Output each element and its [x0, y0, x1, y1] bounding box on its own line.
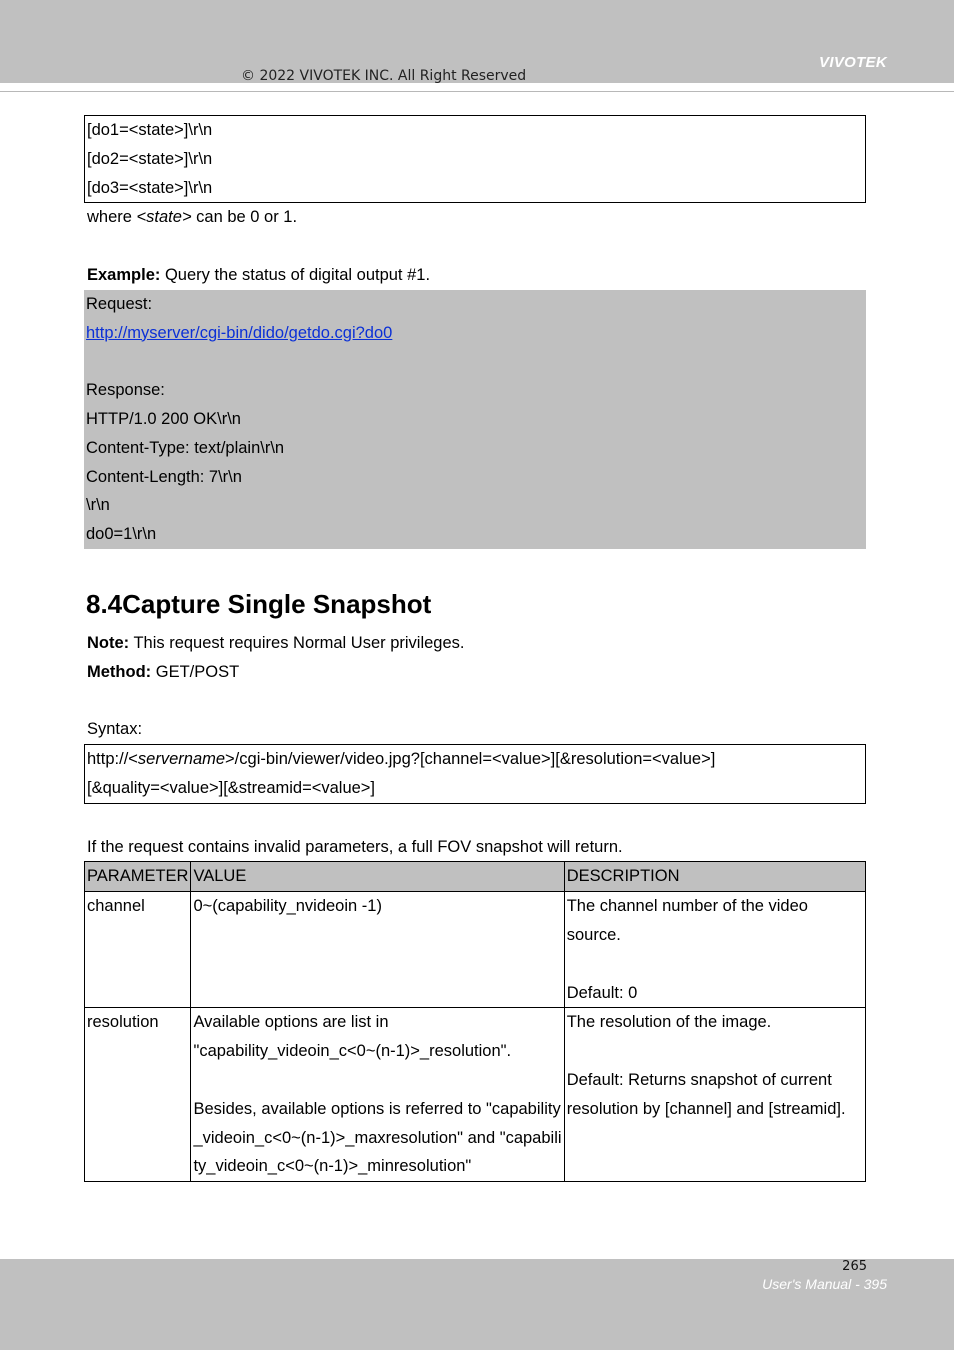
do-line: [do2=<state>]\r\n [87, 149, 213, 168]
do-line: [do1=<state>]\r\n [87, 121, 213, 139]
description-cell: The channel number of the video source. Default: 0 [564, 892, 865, 1008]
value-cell: 0~(capability_nvideoin -1) [191, 892, 564, 1008]
page-number: 265 [842, 1259, 867, 1274]
brand-logo: VIVOTEK [819, 54, 887, 71]
table-row [85, 1008, 866, 1182]
value-cell: Available options are list in "capability_videoin_c<0~(n-1)>_resolution". Besides, available options is referred to "capability_videoin_c<0~(n-1)>_maxresolution" and "capability_videoin_c<0~(n-1)>_minresolution" [191, 1008, 564, 1182]
invalid-param-note: If the request contains invalid parameters, a full FOV snapshot will return. [87, 837, 623, 856]
page-content [84, 115, 866, 1182]
request-url-link[interactable]: http://myserver/cgi-bin/dido/getdo.cgi?do0 [86, 323, 393, 342]
example-box [84, 290, 866, 549]
parameter-table [84, 861, 866, 1182]
response-line: \r\n [86, 496, 110, 515]
table-row [85, 892, 866, 1008]
example-intro: Example: Query the status of digital output #1. [87, 265, 431, 284]
param-cell: channel [85, 892, 191, 1008]
copyright-text: © 2022 VIVOTEK INC. All Right Reserved [241, 68, 527, 84]
syntax-line: http://<servername>/cgi-bin/viewer/video.jpg?[channel=<value>][&resolution=<value>] [87, 750, 716, 769]
table-header-cell: DESCRIPTION [564, 862, 865, 892]
param-cell: resolution [85, 1008, 191, 1182]
where-text: where <state> can be 0 or 1. [87, 208, 298, 227]
table-header-row [85, 862, 866, 892]
response-line: Content-Length: 7\r\n [86, 467, 242, 486]
manual-page-label: User's Manual - 395 [762, 1276, 887, 1292]
footer-band [0, 1259, 954, 1350]
section-heading: 8.4Capture Single Snapshot [86, 588, 432, 619]
syntax-box [84, 744, 866, 804]
response-label: Response: [86, 381, 165, 400]
description-cell: The resolution of the image. Default: Returns snapshot of current resolution by [channel] and [streamid]. [564, 1008, 865, 1182]
response-line: HTTP/1.0 200 OK\r\n [86, 409, 241, 428]
do-line: [do3=<state>]\r\n [87, 178, 213, 197]
syntax-line: [&quality=<value>][&streamid=<value>] [87, 778, 376, 797]
syntax-label: Syntax: [87, 720, 143, 739]
request-label: Request: [86, 294, 153, 313]
response-line: do0=1\r\n [86, 525, 157, 544]
table-header-cell: PARAMETER [85, 862, 191, 892]
response-line: Content-Type: text/plain\r\n [86, 438, 285, 457]
table-header-cell: VALUE [191, 862, 564, 892]
do-state-box [84, 115, 866, 203]
note-text: Note: This request requires Normal User privileges. [87, 633, 465, 652]
header-divider [0, 91, 954, 92]
method-text: Method: GET/POST [87, 662, 240, 681]
